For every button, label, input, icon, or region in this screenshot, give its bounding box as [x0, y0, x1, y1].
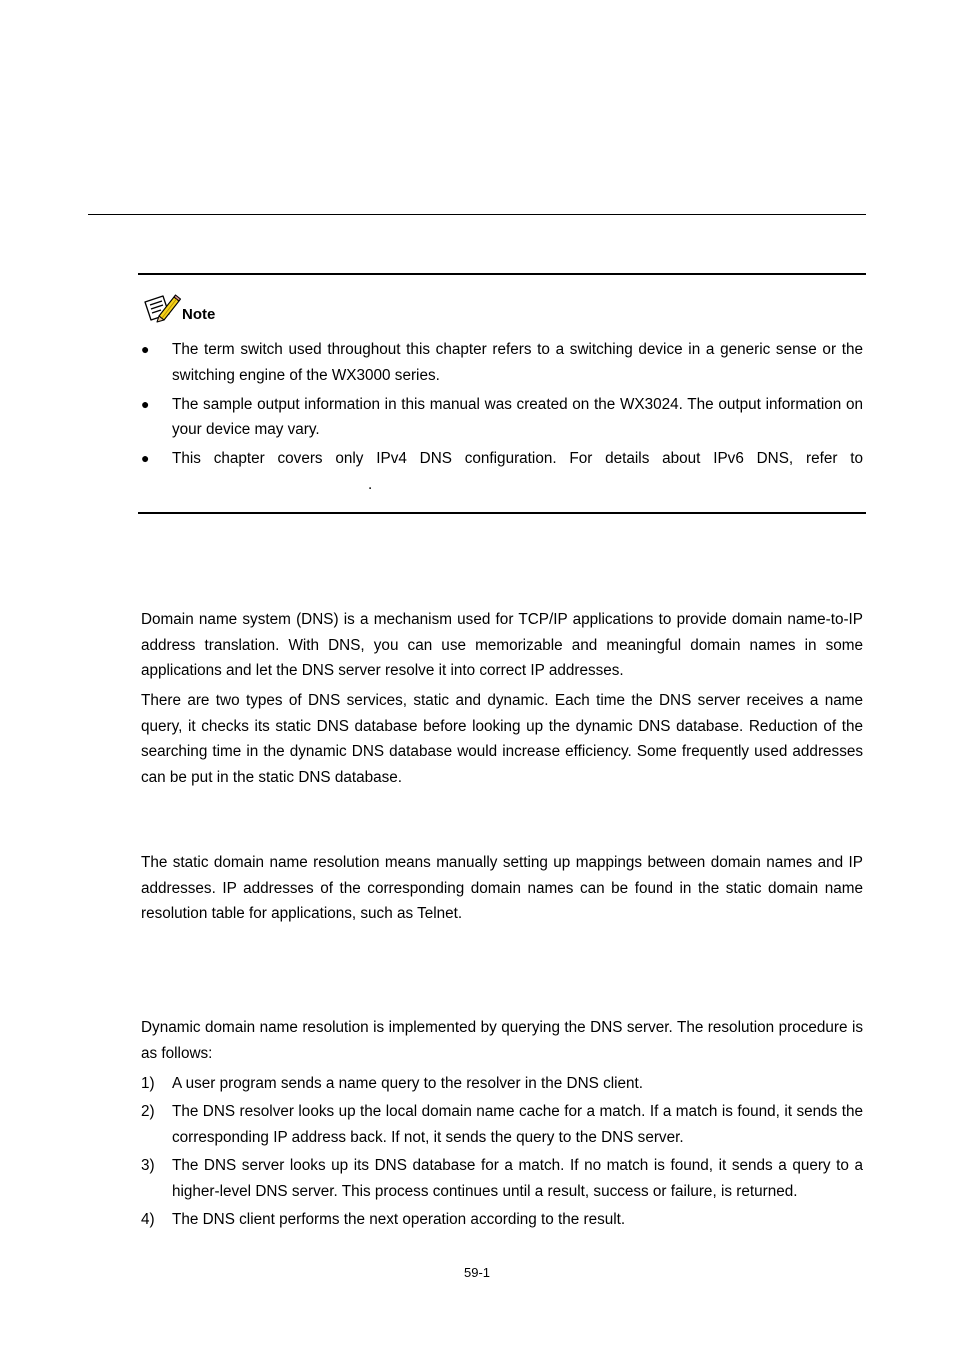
- note-bullet-item: [141, 337, 863, 388]
- bullet-dot-icon: ●: [141, 341, 150, 357]
- note-bullet-list: [141, 337, 863, 501]
- step-text: The DNS server looks up its DNS database for a match. If no match is found, it sends a query to a higher-level DNS server. This process continues until a result, success or failure, is returned.: [172, 1156, 863, 1200]
- note-bullet-text: This chapter covers only IPv4 DNS configuration. For details about IPv6 DNS, refer to: [172, 450, 863, 468]
- step-number: 2): [141, 1103, 155, 1121]
- resolution-steps: [141, 1071, 863, 1235]
- dynamic-paragraph: Dynamic domain name resolution is implemented by querying the DNS server. The resolution procedure is as follows:: [141, 1019, 863, 1062]
- note-bottom-border: [138, 512, 866, 514]
- note-bullet-item: [141, 446, 863, 497]
- bullet-dot-icon: ●: [141, 395, 150, 412]
- step-text: The DNS client performs the next operation according to the result.: [172, 1210, 626, 1228]
- step-number: 1): [141, 1075, 155, 1092]
- note-bullet-tail: .: [368, 475, 373, 493]
- note-bullet-text: The sample output information in this manual was created on the WX3024. The output information on your device may vary.: [172, 395, 863, 439]
- note-label: Note: [182, 306, 216, 323]
- step-number: 4): [141, 1210, 155, 1228]
- note-top-border: [138, 273, 866, 275]
- note-bullet-text: The term switch used throughout this chapter refers to a switching device in a generic sense or the switching engine of the WX3000 series.: [172, 341, 863, 384]
- intro-paragraph-2: There are two types of DNS services, static and dynamic. Each time the DNS server receives a name query, it checks its static DNS database before looking up the dynamic DNS database. Reduction of the searching time in the dynamic DNS database would increase efficiency. Some frequently used addresses can be put in the static DNS database.: [141, 692, 863, 786]
- static-paragraph: The static domain name resolution means manually setting up mappings between domain names and IP addresses. IP addresses of the corresponding domain names can be found in the static domain name resolution table for applications, such as Telnet.: [141, 854, 863, 923]
- step-item: [141, 1099, 863, 1150]
- step-item: [141, 1153, 863, 1204]
- intro-paragraph-1: Domain name system (DNS) is a mechanism used for TCP/IP applications to provide domain name-to-IP address translation. With DNS, you can use memorizable and meaningful domain names in some applications and let the DNS server resolve it into correct IP addresses.: [141, 611, 863, 680]
- chapter-title-rule: [88, 214, 866, 215]
- page-number: 59-1: [463, 1265, 491, 1280]
- step-item: [141, 1071, 863, 1097]
- step-text: The DNS resolver looks up the local domain name cache for a match. If a match is found, it sends the corresponding IP address back. If not, it sends the query to the DNS server.: [172, 1103, 863, 1146]
- step-text: A user program sends a name query to the resolver in the DNS client.: [172, 1075, 644, 1092]
- note-pencil-icon: [142, 292, 182, 326]
- step-item: [141, 1207, 863, 1233]
- note-bullet-item: [141, 392, 863, 443]
- bullet-dot-icon: ●: [141, 450, 150, 467]
- step-number: 3): [141, 1156, 155, 1174]
